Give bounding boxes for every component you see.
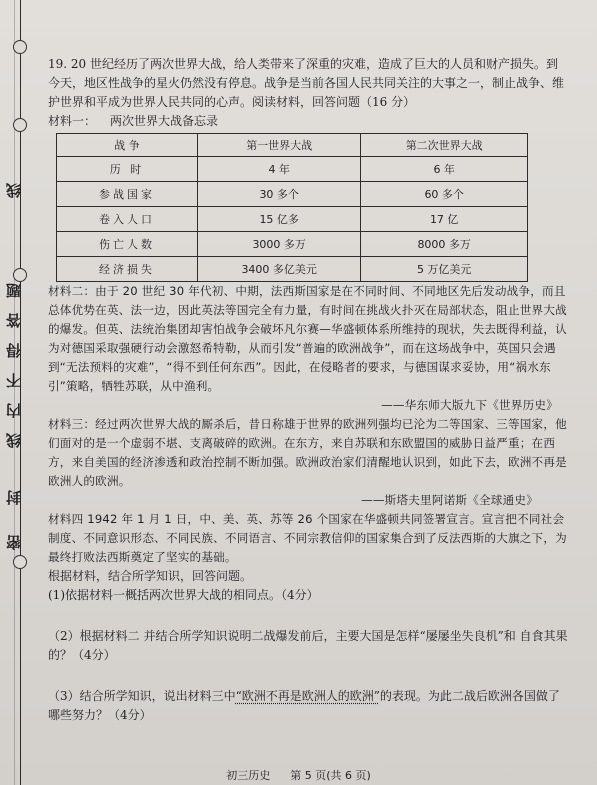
material2-source: ——华东师大版九下《世界历史》 [381,398,558,412]
table-cell: 15 亿多 [198,207,361,232]
margin-label: 内 [5,403,23,418]
table-cell: 3400 多亿美元 [198,257,361,282]
table-row [57,157,528,182]
margin-label: 题 [5,283,23,298]
table-row [57,232,528,257]
table-cell: 17 亿 [361,207,528,232]
material1-heading [48,112,568,131]
answer-prompt: 根据材料，结合所学知识，回答问题。 [48,569,253,583]
footer-page-number: 第 5 页(共 6 页) [290,769,371,782]
margin-label: 封 [5,490,23,505]
table-header-cell: 战 争 [57,134,198,157]
margin-circle [13,268,27,282]
table-cell: 卷入人口 [57,207,198,232]
sub-question-1: (1)依据材料一概括两次世界大战的相同点。（4分） [48,588,319,602]
footer-subject: 初三历史 [226,769,271,782]
margin-circle [13,555,27,569]
table-header-cell: 第一世界大战 [198,134,361,157]
question-content [48,55,568,725]
margin-label: 得 [5,343,23,358]
material3-source: ——斯塔夫里阿诺斯《全球通史》 [361,493,538,507]
table-cell: 30 多个 [198,182,361,207]
table-cell: 经济损失 [57,257,198,282]
sub-question-3 [48,687,568,725]
sub-question-2: （2）根据材料二 并结合所学知识说明二战爆发前后，主要大国是怎样“屡屡坐失良机”和 自食其果的？（4分） [48,629,568,662]
page-footer [0,767,597,783]
table-cell: 参战国家 [57,182,198,207]
answer-space [48,665,568,687]
table-cell: 60 多个 [361,182,528,207]
war-memo-table [56,133,528,282]
margin-label: 线 [5,433,23,448]
table-cell: 5 万亿美元 [361,257,528,282]
table-cell: 6 年 [361,157,528,182]
question-intro: 19. 20 世纪经历了两次世界大战，给人类带来了深重的灾难，造成了巨大的人员和财产损失。到今天，地区性战争的星火仍然没有停息。战争是当前各国人民共同关注的大事之一，制止战争、维护世界和平成为世界人民共同的心声。阅读材料，回答问题（16 分） [48,57,565,109]
material3-text: 材料三：经过两次世界大战的厮杀后，昔日称雄于世界的欧洲列强均已沦为二等国家、三等国家，他们面对的是一个虚弱不堪、支离破碎的欧洲。在东方，来自苏联和东欧盟国的威胁日益严重；在西方，来自美国的经济渗透和政治控制不断加强。欧洲政治家们清醒地认识到，如此下去，欧洲不再是欧洲人的欧洲。 [48,417,567,488]
table-row [57,207,528,232]
material2-text: 材料二：由于 20 世纪 30 年代初、中期，法西斯国家是在不同时间、不同地区先后发动战争，而且总体优势在英、法一边，因此英法等国完全有力量，有时间在挑战火扑灭在局部状态，阻止世界大战的爆发。但英、法统治集团却害怕战争会破坏凡尔赛—华盛顿体系所维持的现状，失去既得利益，认为对德国采取强硬行动会激怒希特勒，从而引发“普遍的欧洲战争”，而在这场战争中，英国只会遇到“无法预料的灾难”，“得不到任何东西”。因此，在侵略者的要求，与德国谋求妥协，用“祸水东引”策略，牺牲苏联，从中渔利。 [48,284,567,393]
margin-label: 密 [5,535,23,550]
table-header-cell: 第二次世界大战 [361,134,528,157]
sub-question-3-after: 的表现。为此二战后欧洲各国做了哪些努力？（4分） [48,689,560,722]
margin-line-outer [14,0,15,785]
margin-circle [13,40,27,54]
table-row [57,182,528,207]
table-cell: 历 时 [57,157,198,182]
table-row [57,257,528,282]
table-cell: 伤亡人数 [57,232,198,257]
sub-question-3-quote: “欧洲不再是欧洲人的欧洲” [235,689,380,703]
sub-question-3-before: （3）结合所学知识，说出材料三中 [48,689,236,703]
material4-text: 材料四 1942 年 1 月 1 日，中、美、英、苏等 26 个国家在华盛顿共同签署宣言。宣言把不同社会制度、不同意识形态、不同民族、不同语言、不同宗教信仰的国家集合到了反法西斯的大旗之下，为最终打败法西斯奠定了坚实的基础。 [48,512,567,564]
table-cell: 8000 多万 [361,232,528,257]
margin-label: 答 [5,313,23,328]
margin-label: 不 [5,373,23,388]
material1-label: 材料一： [48,114,97,128]
table-cell: 4 年 [198,157,361,182]
material1-title: 两次世界大战备忘录 [110,114,219,128]
table-header-row [57,134,528,157]
table-cell: 3000 多万 [198,232,361,257]
margin-label: 线 [5,183,23,198]
answer-space [48,605,568,627]
margin-circle [13,118,27,132]
